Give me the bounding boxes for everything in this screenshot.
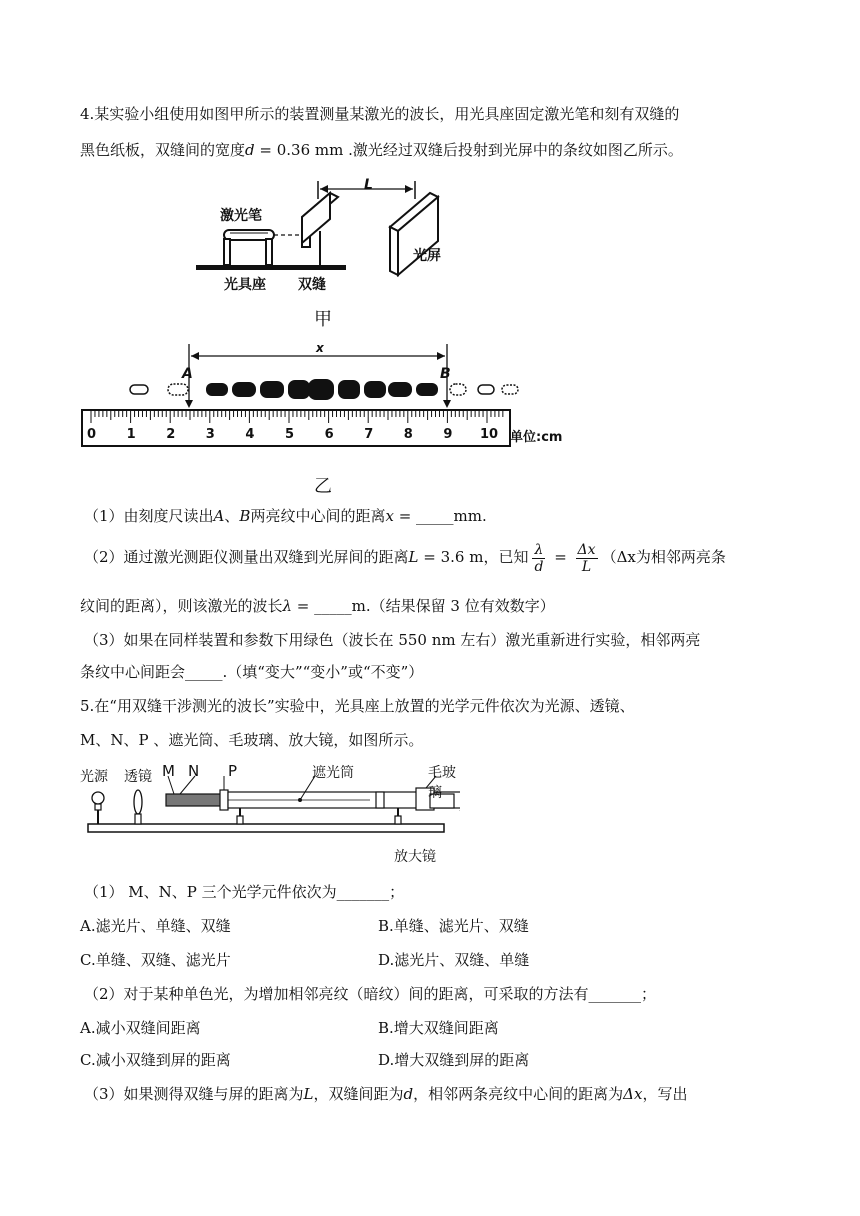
q5-p1-option-c: C.单缝、双缝、滤光片 <box>80 951 231 969</box>
fringe-ruler-diagram <box>78 340 578 460</box>
label-light-source: 光源 <box>80 769 108 785</box>
var-dx: Δx <box>623 1085 643 1103</box>
q4-intro-line2 <box>80 140 683 160</box>
q4-part2-text: （2）通过激光测距仪测量出双缝到光屏间的距离 <box>84 548 409 566</box>
q4-part2-blank: = _____m.（结果保留 3 位有效数字） <box>292 597 555 615</box>
ruler-number: 5 <box>285 427 295 442</box>
figure-q5 <box>80 762 460 872</box>
frac-den-L: L <box>581 558 592 575</box>
var-lambda: λ <box>282 597 293 615</box>
q4-part1-blank: = _____mm. <box>393 507 487 525</box>
ruler-number: 9 <box>443 427 453 442</box>
label-magnifier: 放大镜 <box>394 849 436 865</box>
label-P: P <box>228 762 238 780</box>
q4-part1-text2: 两亮纹中心间的距离 <box>250 507 386 525</box>
q4-intro-line1: 4.某实验小组使用如图甲所示的装置测量某激光的波长，用光具座固定激光笔和刻有双缝的 <box>80 105 680 123</box>
q4-part1-text: （1）由刻度尺读出 <box>84 507 214 525</box>
q4-part2-given: = 3.6 m，已知 <box>418 548 529 566</box>
q5-part3-text2: ，双缝间距为 <box>313 1085 404 1103</box>
var-B: B <box>239 507 251 525</box>
var-L: L <box>408 548 419 566</box>
q4-intro-eq: = 0.36 mm .激光经过双缝后投射到光屏中的条纹如图乙所示。 <box>254 141 683 159</box>
label-B: B <box>440 366 451 382</box>
label-optical-bench: 光具座 <box>224 277 266 293</box>
q5-part3-text4: ，写出 <box>642 1085 688 1103</box>
ruler-number: 2 <box>166 427 176 442</box>
q5-p2-option-c: C.减小双缝到屏的距离 <box>80 1051 231 1069</box>
label-A: A <box>182 366 193 382</box>
ruler-number: 0 <box>87 427 97 442</box>
ruler-number: 3 <box>205 427 215 442</box>
label-x: x <box>316 341 324 355</box>
fringe-pattern <box>130 379 518 400</box>
var-d: d <box>245 141 255 159</box>
q4-intro-text: 黑色纸板，双缝间的宽度 <box>80 141 246 159</box>
q5-part2-stem: （2）对于某种单色光，为增加相邻亮纹（暗纹）间的距离，可采取的方法有_______； <box>84 985 657 1003</box>
q4-part3-line1: （3）如果在同样装置和参数下用绿色（波长在 550 nm 左右）激光重新进行实验，相邻两亮 <box>84 631 701 649</box>
figure-yi <box>78 340 578 500</box>
label-tube: 遮光筒 <box>312 765 354 781</box>
q5-intro-line1: 5.在“用双缝干涉测光的波长”实验中，光具座上放置的光学元件依次为光源、透镜、 <box>80 697 635 715</box>
ruler-number: 10 <box>480 427 499 442</box>
caption-yi: 乙 <box>314 476 332 497</box>
q5-p1-option-b: B.单缝、滤光片、双缝 <box>378 917 529 935</box>
label-L: L <box>364 177 373 193</box>
q5-p2-option-a: A.减小双缝间距离 <box>80 1019 201 1037</box>
figure-jia <box>190 175 490 330</box>
q4-part2-eq: = <box>549 548 572 566</box>
label-screen: 光屏 <box>413 248 441 264</box>
q4-part2-text3: 纹间的距离），则该激光的波长 <box>80 597 283 615</box>
fraction-dx-over-L <box>576 542 598 575</box>
fraction-lambda-over-d <box>532 542 545 575</box>
q5-p2-option-b: B.增大双缝间距离 <box>378 1019 499 1037</box>
frac-num-lambda: λ <box>532 542 545 559</box>
ruler-number: 1 <box>126 427 136 442</box>
q5-part1-stem: （1） M、N、P 三个光学元件依次为_______； <box>84 883 405 901</box>
label-laser-pen: 激光笔 <box>220 208 262 224</box>
q5-part3-text3: ，相邻两条亮纹中心间的距离为 <box>413 1085 624 1103</box>
var-L2: L <box>303 1085 314 1103</box>
ruler-number: 8 <box>403 427 413 442</box>
unit-label: 单位:cm <box>510 430 563 445</box>
label-lens: 透镜 <box>124 769 152 785</box>
q5-p2-option-d: D.增大双缝到屏的距离 <box>378 1051 530 1069</box>
label-ground-glass: 毛玻璃 <box>428 765 456 801</box>
q4-part2-note: （Δx为相邻两亮条 <box>601 548 726 566</box>
frac-num-dx: Δx <box>577 541 596 558</box>
q5-p1-option-a: A.滤光片、单缝、双缝 <box>80 917 231 935</box>
q4-part3-line2: 条纹中心间距会_____.（填“变大”“变小”或“不变”） <box>80 663 424 681</box>
q4-part1 <box>84 506 487 526</box>
label-N: N <box>188 762 200 780</box>
q4-part1-sep: 、 <box>224 507 240 525</box>
q5-p1-option-d: D.滤光片、双缝、单缝 <box>378 951 530 969</box>
var-d2: d <box>403 1085 414 1103</box>
label-M: M <box>162 762 175 780</box>
label-double-slit: 双缝 <box>298 277 326 293</box>
var-A: A <box>213 507 225 525</box>
frac-den-d: d <box>534 558 544 575</box>
q4-part2-line2 <box>80 596 555 616</box>
ruler-number: 7 <box>364 427 374 442</box>
var-x: x <box>385 507 394 525</box>
q5-part3 <box>84 1084 687 1104</box>
ruler-number: 6 <box>324 427 334 442</box>
q5-part3-text: （3）如果测得双缝与屏的距离为 <box>84 1085 304 1103</box>
q5-intro-line2: M、N、P 、遮光筒、毛玻璃、放大镜，如图所示。 <box>80 731 424 749</box>
q4-part2-line1 <box>84 540 726 575</box>
caption-jia: 甲 <box>314 309 332 330</box>
ruler-number: 4 <box>245 427 255 442</box>
apparatus-diagram <box>190 175 490 330</box>
